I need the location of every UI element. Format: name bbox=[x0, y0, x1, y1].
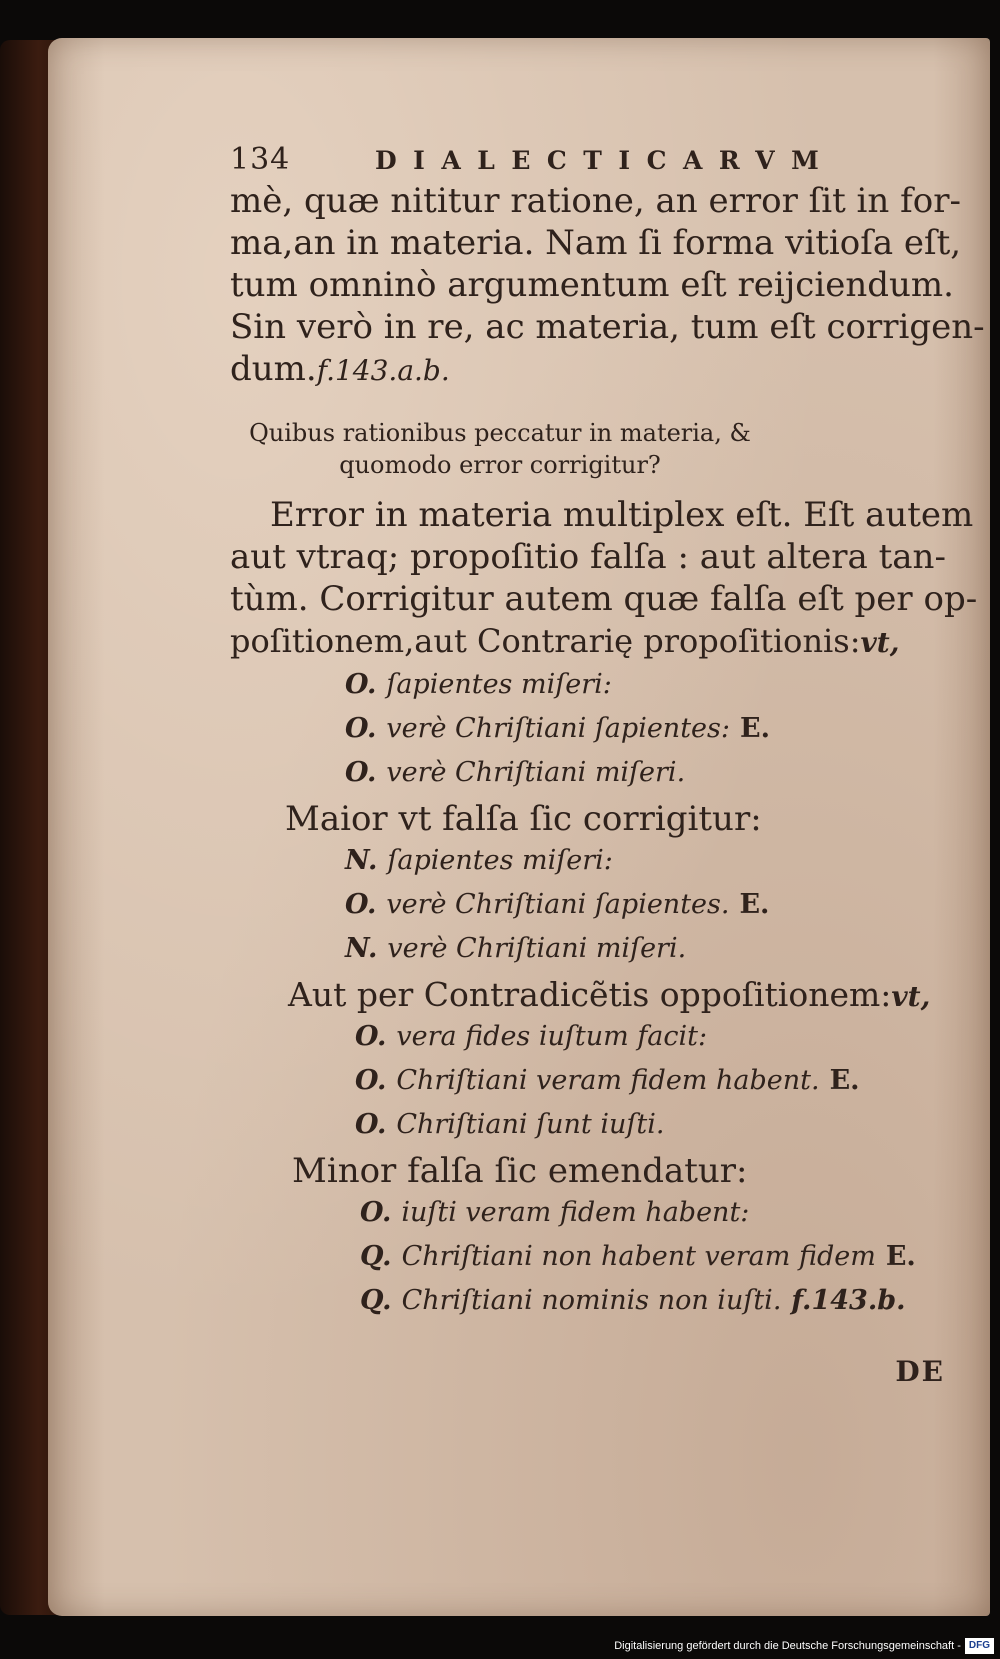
syllogism-line bbox=[345, 888, 769, 922]
proposition-text: ſapientes miſeri: bbox=[386, 669, 612, 700]
proposition-suffix: E. bbox=[739, 889, 770, 920]
proposition-mark: N. bbox=[345, 933, 378, 964]
proposition-text: verè Chriſtiani miſeri. bbox=[387, 933, 687, 964]
text-line-last bbox=[230, 620, 940, 664]
proposition-mark: O. bbox=[345, 757, 377, 788]
syllogism-line bbox=[345, 668, 622, 702]
proposition-mark: N. bbox=[345, 845, 378, 876]
syllogism-line bbox=[355, 1108, 674, 1142]
text-line: Error in materia multiplex eſt. Eſt autem bbox=[270, 495, 974, 535]
proposition-mark: Q. bbox=[360, 1241, 392, 1272]
text-line: tum omninò argumentum eſt reijciendum. bbox=[230, 265, 954, 305]
proposition-mark: O. bbox=[345, 669, 377, 700]
digitization-credit bbox=[614, 1637, 994, 1655]
proposition-text: Chriſtiani nominis non iuſti. bbox=[401, 1285, 782, 1316]
proposition-mark: O. bbox=[355, 1109, 387, 1140]
text-fragment-italic: vt, bbox=[860, 626, 900, 659]
syllogism-line bbox=[360, 1196, 759, 1230]
proposition-mark: O. bbox=[345, 889, 377, 920]
text-line-last bbox=[230, 348, 940, 392]
proposition-suffix: E. bbox=[829, 1065, 860, 1096]
syllogism-line bbox=[345, 932, 696, 966]
syllogism-line bbox=[345, 844, 623, 878]
proposition-suffix: E. bbox=[739, 713, 770, 744]
text-line: aut vtraq; propoſitio falſa : aut altera tan- bbox=[230, 537, 946, 577]
question-heading: Quibus rationibus peccatur in materia, & bbox=[249, 419, 751, 447]
text-line: Sin verò in re, ac materia, tum eſt corrigen- bbox=[230, 307, 985, 347]
proposition-suffix: E. bbox=[885, 1241, 916, 1272]
proposition-text: Chriſtiani veram fidem habent. bbox=[396, 1065, 820, 1096]
syllogism-line bbox=[345, 712, 770, 746]
text-fragment: dum. bbox=[230, 349, 317, 389]
page-number: 134 bbox=[230, 142, 291, 177]
syllogism-line bbox=[355, 1020, 717, 1054]
syllogism-line bbox=[360, 1240, 916, 1274]
text-fragment: poſitionem,aut Contrarię propoſitionis: bbox=[230, 622, 861, 660]
proposition-text: verè Chriſtiani ſapientes: bbox=[386, 713, 730, 744]
text-fragment-italic: vt, bbox=[891, 980, 931, 1013]
text-line bbox=[288, 974, 938, 1018]
proposition-text: vera fides iuſtum facit: bbox=[396, 1021, 708, 1052]
proposition-suffix: f.143.b. bbox=[791, 1285, 906, 1316]
question-heading: quomodo error corrigitur? bbox=[339, 451, 661, 479]
text-line: Minor falſa ſic emendatur: bbox=[292, 1151, 748, 1191]
proposition-text: Chriſtiani non habent veram fidem bbox=[401, 1241, 876, 1272]
proposition-mark: O. bbox=[345, 713, 377, 744]
proposition-mark: Q. bbox=[360, 1285, 392, 1316]
text-line: ma,an in materia. Nam ſi forma vitioſa eſt, bbox=[230, 223, 962, 263]
running-title: DIALECTICARVM bbox=[375, 146, 836, 175]
page-header bbox=[230, 142, 950, 182]
marginal-reference: f.143.a.b. bbox=[316, 354, 450, 387]
proposition-mark: O. bbox=[355, 1065, 387, 1096]
proposition-text: ſapientes miſeri: bbox=[387, 845, 613, 876]
proposition-mark: O. bbox=[355, 1021, 387, 1052]
text-fragment: Aut per Contradicẽtis oppoſitionem: bbox=[288, 975, 892, 1014]
proposition-text: iuſti veram fidem habent: bbox=[401, 1197, 750, 1228]
proposition-mark: O. bbox=[360, 1197, 392, 1228]
catchword: DE bbox=[895, 1355, 945, 1388]
proposition-text: verè Chriſtiani miſeri. bbox=[386, 757, 686, 788]
syllogism-line bbox=[360, 1284, 906, 1318]
syllogism-line bbox=[345, 756, 695, 790]
text-line: Maior vt falſa ſic corrigitur: bbox=[285, 799, 762, 839]
credit-text: Digitalisierung gefördert durch die Deutsche Forschungsgemeinschaft - bbox=[614, 1640, 961, 1652]
text-line: mè, quæ nititur ratione, an error ſit in for- bbox=[230, 181, 961, 221]
proposition-text: Chriſtiani ſunt iuſti. bbox=[396, 1109, 665, 1140]
text-line: tùm. Corrigitur autem quæ falſa eſt per op- bbox=[230, 579, 978, 619]
proposition-text: verè Chriſtiani ſapientes. bbox=[386, 889, 730, 920]
dfg-logo: DFG bbox=[965, 1638, 994, 1654]
syllogism-line bbox=[355, 1064, 860, 1098]
